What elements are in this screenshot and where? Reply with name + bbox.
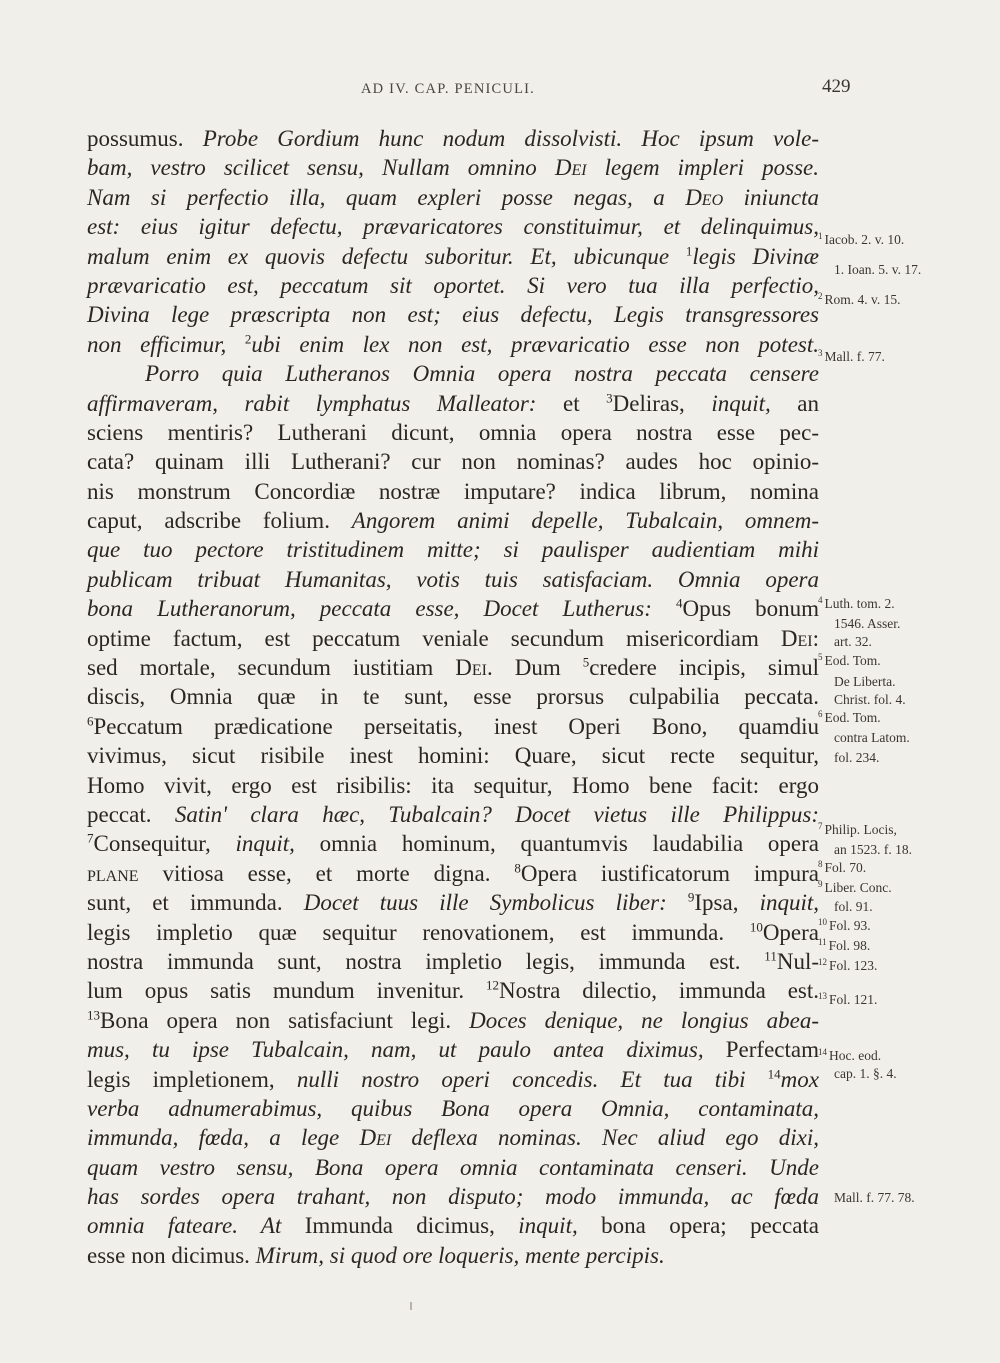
- roman-text: Ipsa,: [694, 890, 760, 916]
- margin-note: [834, 1191, 915, 1205]
- roman-text: et: [563, 390, 607, 416]
- italic-text: omnia fateare. At: [87, 1213, 305, 1239]
- text-line: [87, 153, 819, 182]
- text-line: [87, 653, 819, 682]
- roman-text: esse non dicimus.: [87, 1242, 256, 1268]
- italic-text: immunda, fœda, a lege: [87, 1125, 360, 1151]
- margin-note: [818, 858, 867, 875]
- roman-text: legis impletionem,: [87, 1066, 297, 1092]
- body-text: [87, 124, 819, 1270]
- margin-note-text: Mall. f. 77. 78.: [834, 1190, 915, 1205]
- roman-text: vitiosa esse, et morte digna.: [138, 860, 515, 886]
- small-caps-text: Dei: [455, 655, 488, 681]
- roman-text: credere incipis, simul: [589, 655, 819, 681]
- margin-note-number: 2: [818, 290, 823, 301]
- page-header: [0, 76, 1000, 106]
- margin-note: [818, 651, 881, 668]
- small-caps-text: plane: [87, 860, 139, 886]
- small-caps-text: Deo: [685, 184, 724, 210]
- text-line: [87, 300, 819, 329]
- margin-note-number: 3: [818, 347, 823, 358]
- small-caps-text: Dei: [359, 1125, 392, 1151]
- margin-note-text: fol. 234.: [834, 750, 880, 765]
- text-line: [87, 242, 819, 271]
- margin-note: [818, 936, 871, 953]
- italic-text: Angorem animi depelle, Tubalcain, omnem-: [351, 508, 819, 534]
- roman-text: Consequitur,: [93, 831, 236, 857]
- margin-note-text: Eod. Tom.: [824, 710, 881, 725]
- margin-note-text: 1. Ioan. 5. v. 17.: [834, 262, 922, 277]
- text-line: [87, 447, 819, 476]
- italic-text: bam, vestro scilicet sensu, Nullam omnino: [87, 155, 555, 181]
- italic-text: quam vestro sensu, Bona opera omnia contaminata censeri. Unde: [87, 1154, 819, 1180]
- roman-text: Peccatum prædicatione perseitatis, inest Operi Bono, quamdiu: [93, 713, 819, 739]
- italic-text: inquit,: [235, 831, 295, 857]
- margin-note-number: 9: [818, 878, 823, 889]
- roman-text: sciens mentiris? Lutherani dicunt, omnia opera nostra esse pec-: [87, 419, 819, 445]
- italic-text: nulli nostro operi concedis. Et tua tibi: [296, 1066, 768, 1092]
- text-line: [87, 477, 819, 506]
- margin-note-text: contra Latom.: [834, 730, 910, 745]
- text-line: [87, 976, 819, 1005]
- margin-note-number: 7: [818, 820, 823, 831]
- margin-note-number: 14: [818, 1046, 827, 1057]
- roman-text: :: [812, 625, 819, 651]
- margin-note-text: De Liberta.: [834, 674, 896, 689]
- roman-text: bona opera; peccata: [577, 1213, 820, 1239]
- roman-text: discis, Omnia quæ in te sunt, esse prorsus culpabilia peccata.: [87, 684, 819, 710]
- italic-text: mox: [780, 1066, 819, 1092]
- italic-text: has sordes opera trahant, non disputo; modo immunda, ac fœda: [87, 1184, 819, 1210]
- margin-note-text: Philip. Locis,: [824, 822, 897, 837]
- stray-mark: [410, 1302, 412, 1310]
- roman-text: cata? quinam illi Lutherani? cur non nominas? audes hoc opinio-: [87, 449, 819, 475]
- roman-text: . Dum: [487, 655, 583, 681]
- margin-note: [818, 290, 901, 307]
- text-line: [87, 1153, 819, 1182]
- note-reference: 11: [764, 948, 777, 964]
- roman-text: Perfectam: [725, 1037, 819, 1063]
- margin-note: [834, 675, 895, 689]
- text-line: [87, 771, 819, 800]
- margin-note-text: Fol. 98.: [828, 938, 871, 953]
- text-line: [87, 1035, 819, 1064]
- small-caps-text: Dei: [554, 155, 587, 181]
- page-number: 429: [822, 76, 851, 97]
- margin-note-number: 5: [818, 651, 823, 662]
- text-line: [87, 565, 819, 594]
- roman-text: Bona opera non satisfaciunt legi.: [100, 1007, 470, 1033]
- margin-note-number: 6: [818, 708, 823, 719]
- italic-text: affirmaveram, rabit lymphatus Malleator:: [87, 390, 563, 416]
- margin-note: [818, 990, 878, 1007]
- margin-note-text: art. 32.: [834, 634, 872, 649]
- roman-text: possumus.: [87, 126, 203, 151]
- text-line: [87, 1065, 819, 1094]
- text-line: [87, 859, 819, 888]
- italic-text: publicam tribuat Humanitas, votis tuis satisfaciam. Omnia opera: [87, 566, 819, 592]
- italic-text: que tuo pectore tristitudinem mitte; si paulisper audientiam mihi: [87, 537, 819, 563]
- italic-text: legem impleri posse.: [586, 155, 819, 181]
- margin-note-text: Liber. Conc.: [824, 880, 892, 895]
- margin-note: [818, 820, 897, 837]
- text-line: [87, 535, 819, 564]
- text-line: [87, 271, 819, 300]
- italic-text: bona Lutheranorum, peccata esse, Docet Lutherus:: [87, 596, 676, 622]
- margin-note-text: Fol. 70.: [824, 860, 867, 875]
- roman-text: omnia hominum, quantumvis laudabilia opera: [294, 831, 819, 857]
- italic-text: mus, tu ipse Tubalcain, nam, ut paulo antea diximus,: [87, 1037, 726, 1063]
- note-reference: 4: [675, 595, 683, 611]
- margin-note: [818, 230, 905, 247]
- note-reference: 2: [244, 331, 252, 347]
- italic-text: inquit,: [711, 390, 771, 416]
- roman-text: Opera iustificatorum impura: [520, 860, 819, 886]
- small-caps-text: Dei: [780, 625, 813, 651]
- margin-note-text: Fol. 121.: [829, 992, 878, 1007]
- italic-text: Satin' clara hæc, Tubalcain? Docet vietus ille Philippus:: [174, 801, 819, 827]
- italic-text: deflexa nominas. Nec aliud ego dixi,: [391, 1125, 819, 1151]
- margin-note-text: Luth. tom. 2.: [824, 596, 895, 611]
- margin-note-text: cap. 1. §. 4.: [834, 1066, 897, 1081]
- note-reference: 6: [87, 713, 94, 729]
- roman-text: nostra immunda sunt, nostra impletio legis, immunda est.: [87, 948, 765, 974]
- margin-note-text: fol. 91.: [834, 899, 873, 914]
- italic-text: iniuncta: [723, 184, 819, 210]
- italic-text: legis Divinæ: [692, 243, 819, 269]
- text-line: [87, 800, 819, 829]
- margin-note: [818, 878, 892, 895]
- text-line: [87, 918, 819, 947]
- note-reference: 10: [749, 918, 763, 934]
- italic-text: Nam si perfectio illa, quam expleri posse negas, a: [87, 184, 686, 210]
- text-line: [87, 624, 819, 653]
- text-line: [87, 389, 819, 418]
- roman-text: Nostra dilectio, immunda est.: [499, 978, 819, 1004]
- margin-note-number: 4: [818, 594, 823, 605]
- text-line: [87, 829, 819, 858]
- running-head: AD IV. CAP. PENICULI.: [361, 81, 535, 97]
- margin-note-text: Christ. fol. 4.: [834, 692, 906, 707]
- margin-note-text: an 1523. f. 18.: [834, 842, 912, 857]
- margin-note-number: 8: [818, 858, 823, 869]
- italic-text: est: eius igitur defectu, prævaricatores constituimur, et delinquimus,: [87, 214, 819, 240]
- text-line: [87, 741, 819, 770]
- margin-note: [834, 751, 879, 765]
- margin-note: [834, 843, 912, 857]
- roman-text: Nul-: [776, 948, 819, 974]
- roman-text: lum opus satis mundum invenitur.: [87, 978, 487, 1004]
- margin-note: [834, 693, 906, 707]
- text-line: [87, 418, 819, 447]
- margin-note: [834, 731, 910, 745]
- note-reference: 14: [767, 1065, 781, 1081]
- roman-text: Deliras,: [612, 390, 712, 416]
- italic-text: prævaricatio est, peccatum sit oportet. Si vero tua illa perfectio,: [87, 272, 819, 298]
- italic-text: Doces denique, ne longius abea-: [469, 1007, 819, 1033]
- roman-text: sed mortale, secundum iustitiam: [87, 655, 456, 681]
- note-reference: 12: [486, 977, 500, 993]
- note-reference: 13: [87, 1007, 100, 1023]
- text-line: [87, 1211, 819, 1240]
- roman-text: vivimus, sicut risibile inest homini: Quare, sicut recte sequitur,: [87, 743, 819, 769]
- margin-note: [834, 263, 921, 277]
- margin-note: [818, 347, 885, 364]
- margin-note-number: 13: [818, 990, 827, 1001]
- margin-note-number: 1: [818, 230, 823, 241]
- italic-text: Porro quia Lutheranos Omnia opera nostra peccata censere: [145, 361, 819, 387]
- italic-text: inquit,: [518, 1213, 578, 1239]
- italic-text: verba adnumerabimus, quibus Bona opera Omnia, contaminata,: [87, 1095, 819, 1121]
- text-line: [87, 506, 819, 535]
- text-line: [87, 124, 819, 153]
- note-reference: 7: [87, 830, 94, 846]
- text-line: [87, 594, 819, 623]
- text-line: [87, 1094, 819, 1123]
- margin-note-text: Eod. Tom.: [824, 653, 881, 668]
- margin-note: [818, 708, 881, 725]
- roman-text: an: [770, 390, 820, 416]
- italic-text: malum enim ex quovis defectu suboritur. Et, ubicunque: [87, 243, 686, 269]
- italic-text: ubi enim lex non est, prævaricatio esse non potest.: [251, 331, 819, 357]
- roman-text: optime factum, est peccatum veniale secundum misericordiam: [87, 625, 781, 651]
- text-line: [87, 1241, 819, 1270]
- italic-text: Probe Gordium hunc nodum dissolvisti. Hoc ipsum vole-: [202, 126, 819, 151]
- margin-note-text: Mall. f. 77.: [824, 349, 885, 364]
- margin-note-text: Hoc. eod.: [829, 1048, 882, 1063]
- margin-note: [834, 635, 872, 649]
- note-reference: 3: [606, 389, 613, 405]
- text-line: [87, 183, 819, 212]
- note-reference: 5: [582, 654, 590, 670]
- margin-note-number: 11: [818, 936, 827, 947]
- italic-text: Docet tuus ille Symbolicus liber:: [303, 890, 688, 916]
- note-reference: 8: [514, 860, 521, 876]
- margin-note-text: Rom. 4. v. 15.: [824, 292, 901, 307]
- text-line: [87, 359, 819, 388]
- text-line: [87, 947, 819, 976]
- text-line: [87, 212, 819, 241]
- text-line: [87, 888, 819, 917]
- italic-text: non efficimur,: [87, 331, 245, 357]
- note-reference: 1: [685, 242, 693, 258]
- roman-text: peccat.: [87, 801, 175, 827]
- italic-text: Mirum, si quod ore loqueris, mente percipis.: [255, 1242, 665, 1268]
- margin-note-number: 10: [818, 916, 827, 927]
- text-line: [87, 1182, 819, 1211]
- italic-text: inquit,: [759, 890, 819, 916]
- text-line: [87, 712, 819, 741]
- margin-note: [818, 916, 871, 933]
- text-line: [87, 1006, 819, 1035]
- roman-text: legis impletio quæ sequitur renovationem, est immunda.: [87, 919, 750, 945]
- margin-note: [834, 617, 900, 631]
- roman-text: Homo vivit, ergo est risibilis: ita sequitur, Homo bene facit: ergo: [87, 772, 819, 798]
- margin-note-text: Fol. 93.: [829, 918, 871, 933]
- margin-note-text: Fol. 123.: [829, 958, 878, 973]
- margin-note: [818, 594, 895, 611]
- margin-note-text: 1546. Asser.: [834, 616, 901, 631]
- margin-note: [834, 900, 873, 914]
- margin-note: [834, 1067, 897, 1081]
- note-reference: 9: [687, 889, 695, 905]
- margin-note-number: 12: [818, 956, 827, 967]
- roman-text: caput, adscribe folium.: [87, 508, 352, 534]
- text-line: [87, 682, 819, 711]
- roman-text: sunt, et immunda.: [87, 890, 304, 916]
- margin-note: [818, 1046, 882, 1063]
- margin-note: [818, 956, 878, 973]
- text-line: [87, 330, 819, 359]
- italic-text: Divina lege præscripta non est; eius defectu, Legis transgressores: [87, 302, 819, 328]
- margin-note-text: Iacob. 2. v. 10.: [824, 232, 905, 247]
- roman-text: Opus bonum: [682, 596, 819, 622]
- roman-text: Immunda dicimus,: [304, 1213, 519, 1239]
- roman-text: nis monstrum Concordiæ nostræ imputare? indica librum, nomina: [87, 478, 819, 504]
- roman-text: Opera: [762, 919, 819, 945]
- text-line: [87, 1123, 819, 1152]
